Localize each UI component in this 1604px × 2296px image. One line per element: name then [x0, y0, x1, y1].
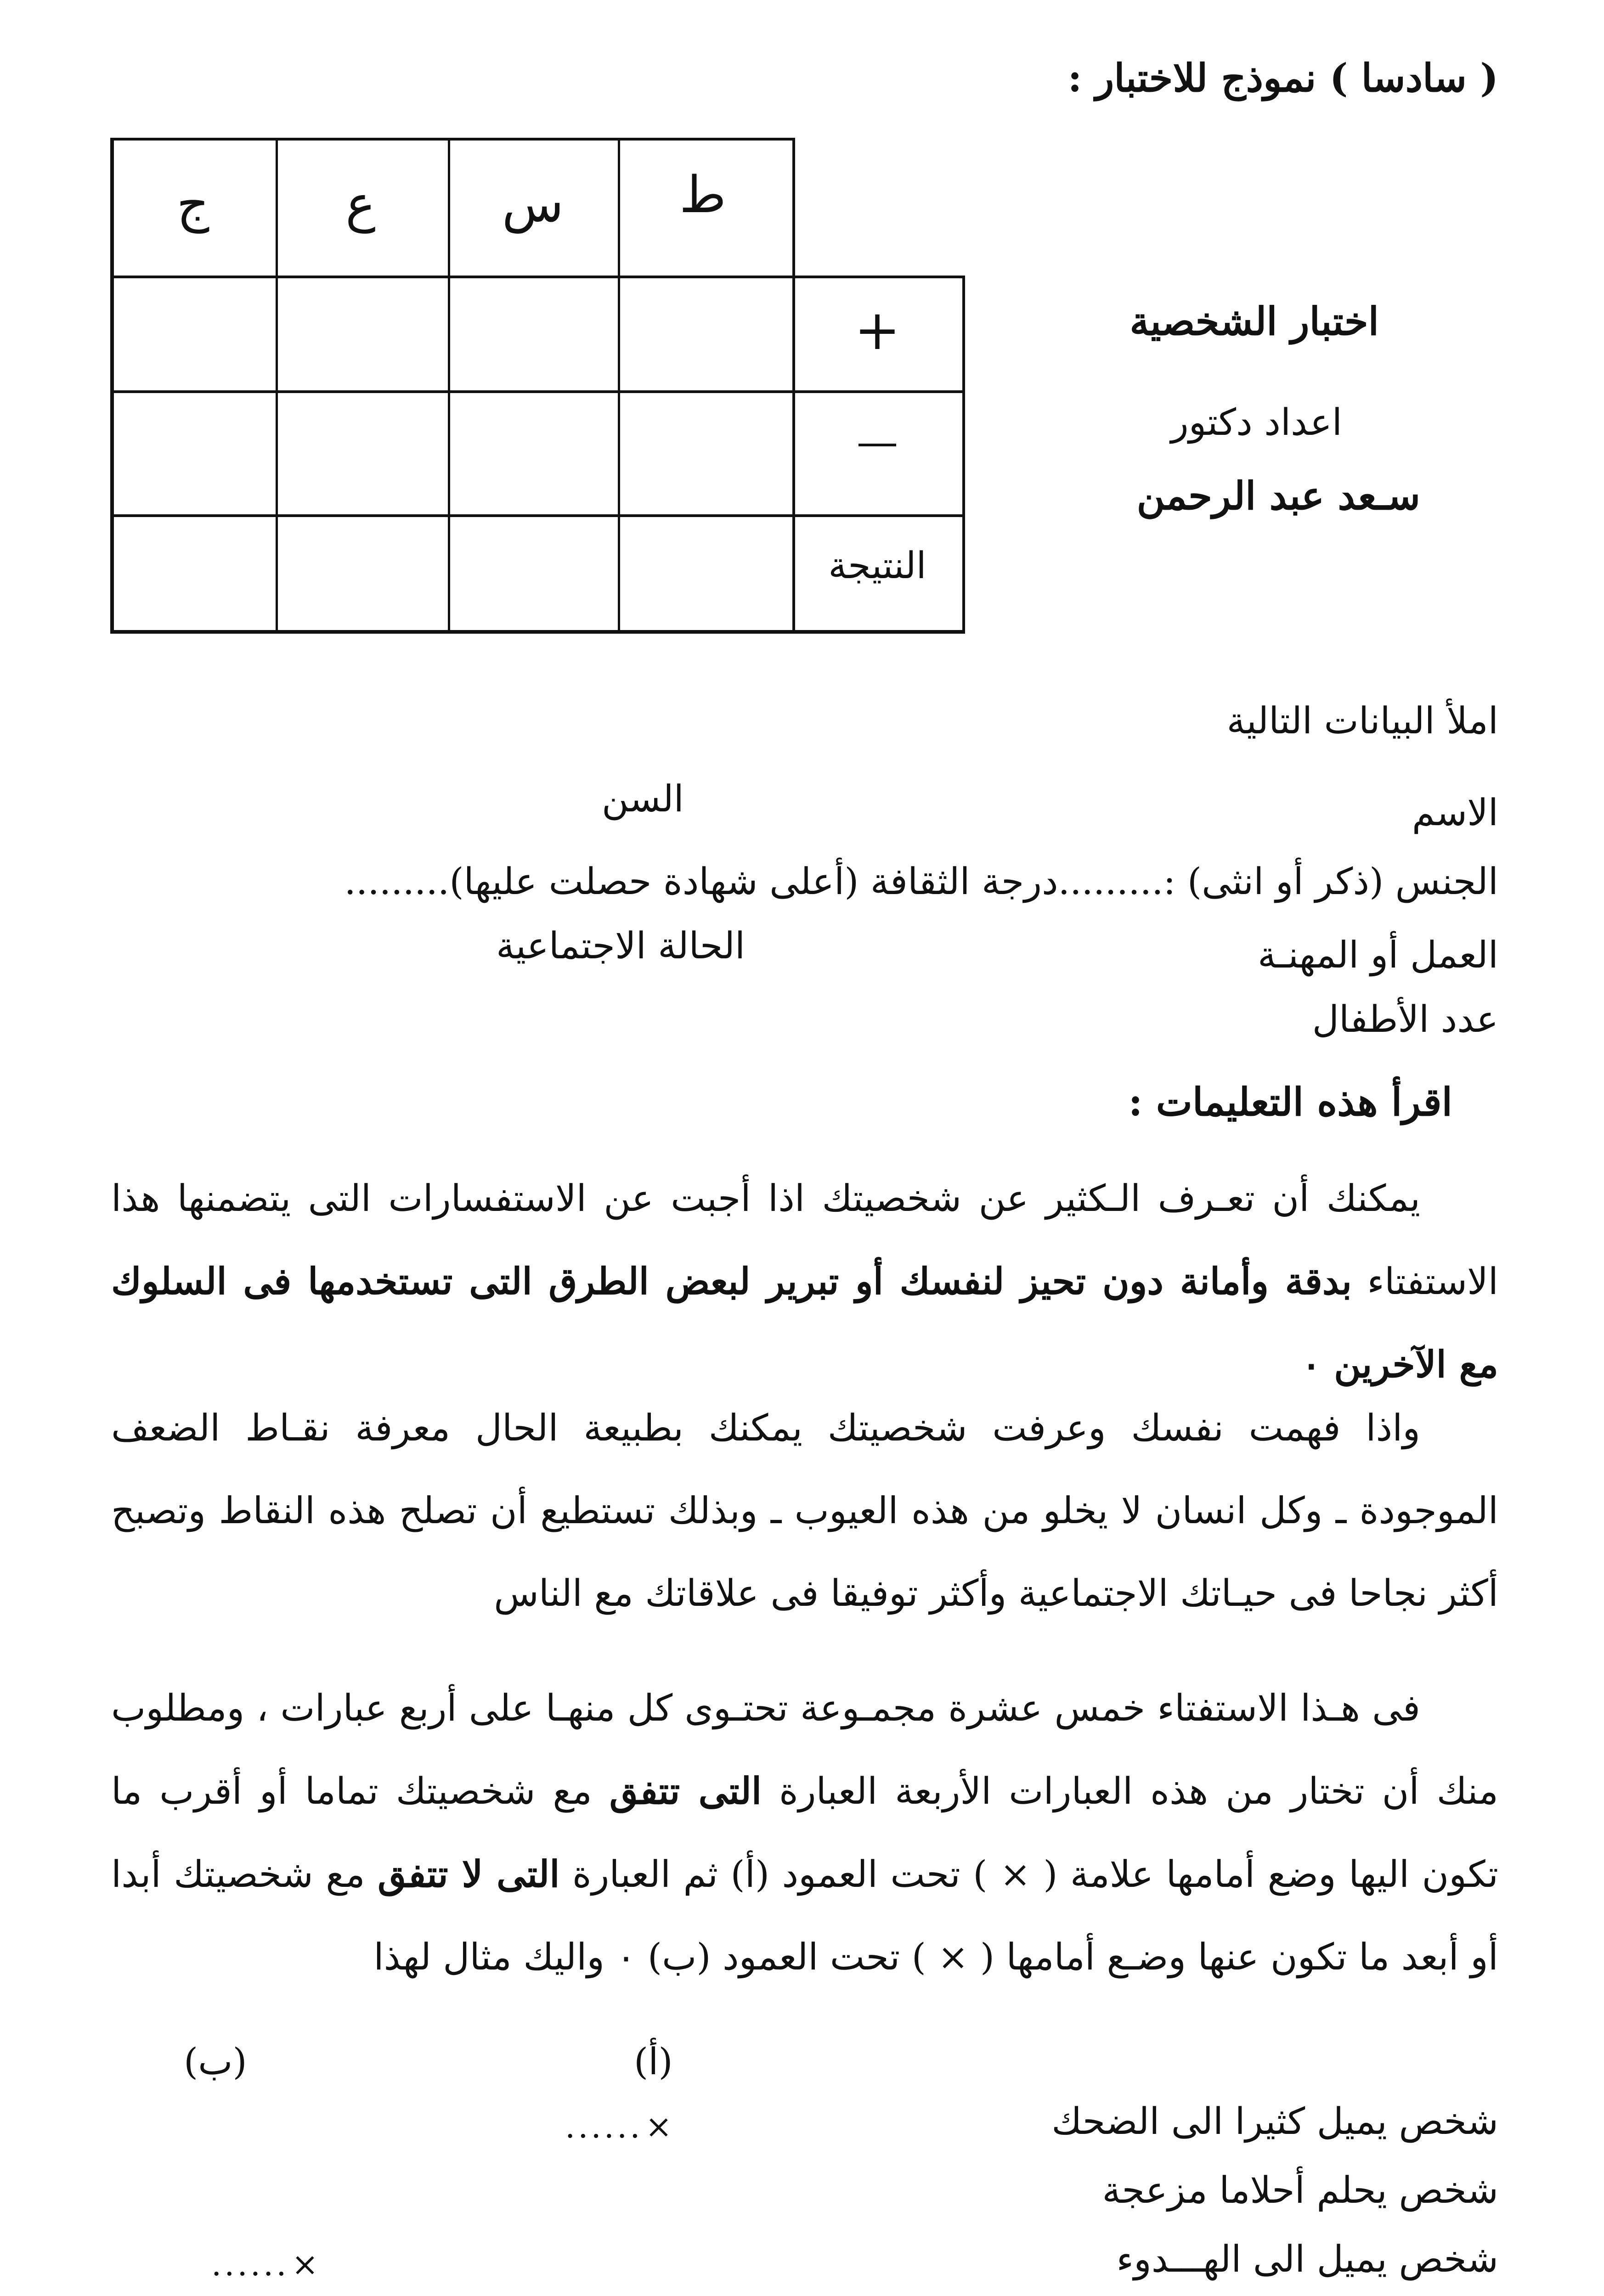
- row-label-plus: +: [854, 298, 901, 362]
- p2-text: واذا فهمت نفسك وعرفت شخصيتك يمكنك بطبيعة الحال معرفة نقـاط الضعف الموجودة ـ وكل انسان لا يخلو من هذه العيوب ـ وبذلك تستطيع أن تصلح هذه النقاط وتصبح أكثر نجاحا فى حيـاتك الاجتماعية وأكثر توفيقا فى علاقاتك مع الناس: [111, 1407, 1498, 1615]
- p1-text: يمكنك أن تعـرف الـكثير عن شخصيتك اذا أجبت عن الاستفسارات التى يتضمنها هذا الاستفتاء: [111, 1177, 1498, 1303]
- children-label: عدد الأطفال: [1312, 998, 1498, 1041]
- example-column-a: (أ): [634, 2040, 673, 2083]
- dot-leader: ......: [211, 2245, 289, 2283]
- p3-bold-agree: التى تتفق: [609, 1769, 762, 1812]
- example-mark-a-row-1: [565, 2108, 672, 2145]
- p3-text-c: مع شخصيتك تماما أو أقرب ما تكون اليها وضع أمامها علامة ( × ) تحت العمود (أ) ثم العبارة: [111, 1770, 1499, 1896]
- prepared-by: اعداد دكتور: [1170, 401, 1342, 444]
- name-label: الاسم: [1412, 791, 1498, 834]
- instructions-paragraph-1: [111, 1157, 1498, 1406]
- column-label-taa: ط: [679, 165, 726, 224]
- p1-bold-text: بدقة وأمانة دون تحيز لنفسك أو تبرير لبعض الطرق التى تستخدمها فى السلوك مع الآخرين ٠: [111, 1260, 1498, 1386]
- dot-leader: ......: [565, 2108, 643, 2145]
- example-column-b: (ب): [184, 2040, 247, 2083]
- cross-mark: ×: [291, 2245, 319, 2283]
- example-statement: شخص يحلم أحلاما مزعجة: [1102, 2169, 1498, 2212]
- column-label-jeem: ج: [176, 174, 209, 233]
- example-statement: شخص يميل الى الهـــدوء: [1116, 2238, 1498, 2280]
- test-title: اختبار الشخصية: [1130, 298, 1379, 344]
- p3-bold-disagree: التى لا تتفق: [378, 1852, 560, 1896]
- work-label: العمل أو المهنـة: [1258, 934, 1498, 976]
- cross-mark: ×: [645, 2108, 672, 2145]
- instructions-paragraph-3: [111, 1667, 1498, 1998]
- author-name: سـعد عبد الرحمن: [1136, 473, 1420, 518]
- example-statement: شخص يميل كثيرا الى الضحك: [1051, 2100, 1498, 2143]
- p3-text-e: مع شخصيتك أبدا أو أبعد ما تكون عنها وضـع أمامها ( × ) تحت العمود (ب) ٠ واليك مثال لهذا: [111, 1853, 1498, 1978]
- column-label-ain: ع: [345, 174, 376, 233]
- example-mark-b-row-3: [211, 2245, 318, 2283]
- instructions-paragraph-2: [111, 1387, 1498, 1635]
- age-label: السن: [602, 777, 684, 820]
- section-title: ( سادسا ) نموذج للاختبار :: [1067, 55, 1498, 101]
- form-intro: املأ البيانات التالية: [1226, 699, 1498, 742]
- instructions-title: اقرأ هذه التعليمات :: [1128, 1079, 1452, 1125]
- gender-education-line: الجنس (ذكر أو انثى) :.........درجة الثقافة (أعلى شهادة حصلت عليها).........: [344, 860, 1498, 903]
- marital-status-label: الحالة الاجتماعية: [496, 924, 746, 967]
- column-label-seen: س: [502, 174, 564, 233]
- row-label-result: النتيجة: [828, 544, 926, 587]
- p3-text-a: فى هـذا الاستفتاء خمس عشرة مجمـوعة تحتـوى كل منهـا على أربع عبارات ، ومطلوب منك أن تختار من هذه العبارات الأربعة العبارة: [111, 1687, 1498, 1812]
- row-label-minus: —: [857, 418, 898, 466]
